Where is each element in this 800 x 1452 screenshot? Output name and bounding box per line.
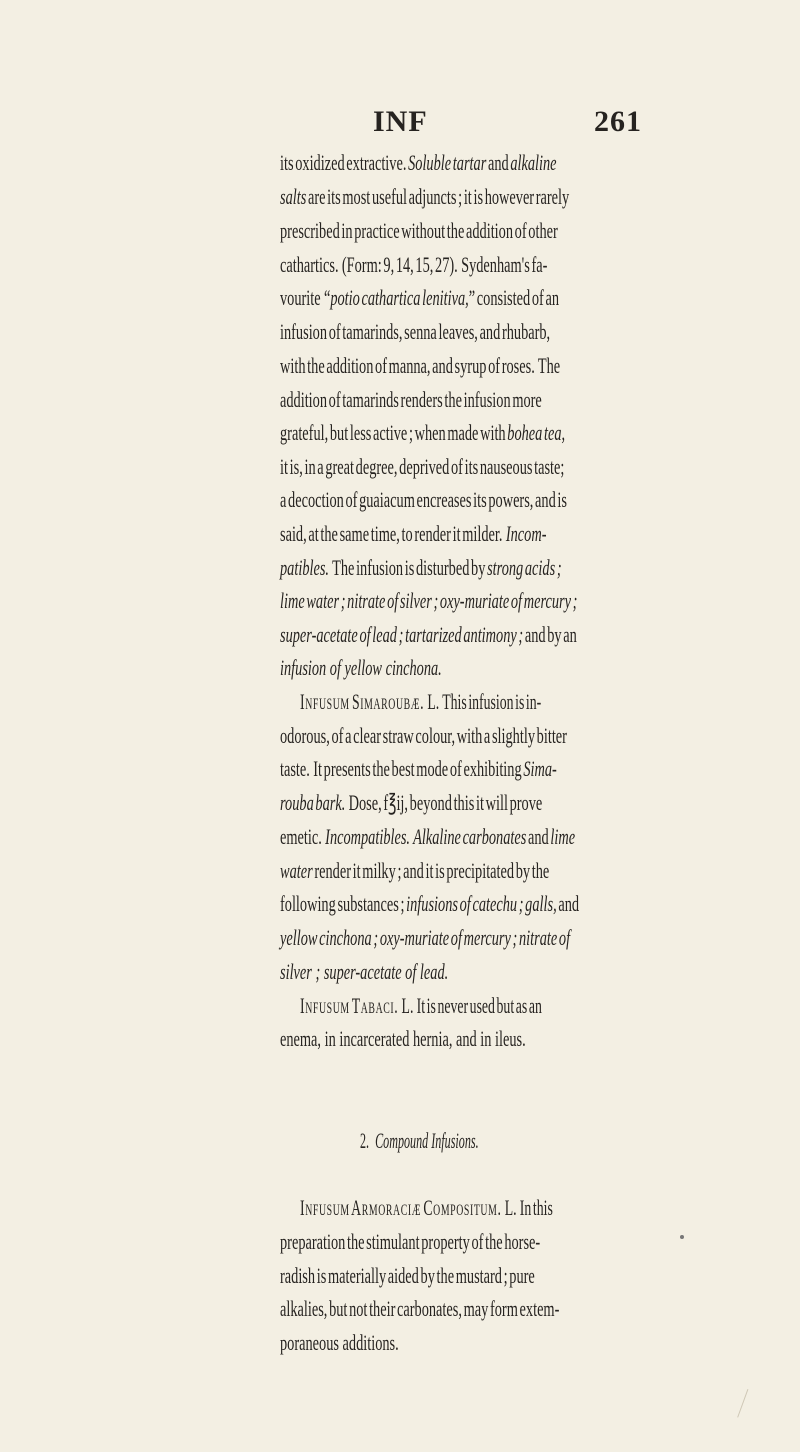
running-title: INF xyxy=(373,105,428,138)
text-run: odorous, of a clear straw colour, with a slightly bitter xyxy=(280,723,567,748)
text-run: patibles. xyxy=(280,555,330,580)
text-run: and xyxy=(526,824,551,849)
text-run: following substances ; xyxy=(280,891,407,916)
text-line xyxy=(300,1192,790,1224)
text-line xyxy=(280,652,790,684)
text-line xyxy=(280,585,790,617)
text-run: alkaline xyxy=(510,150,557,175)
text-line xyxy=(280,249,790,281)
text-line xyxy=(280,384,790,416)
text-run: poraneous additions. xyxy=(280,1330,399,1355)
text-line xyxy=(280,451,790,483)
text-line xyxy=(280,888,790,920)
text-run: Incompatibles. Alkaline carbonates xyxy=(325,824,527,849)
text-run: prescribed in practice without the addition of other xyxy=(280,218,558,243)
text-run: cathartics. (Form: 9, 14, 15, 27). Sydenham's fa- xyxy=(280,252,548,277)
text-line xyxy=(280,1023,790,1055)
text-line xyxy=(280,821,790,853)
text-run: bohea tea, xyxy=(507,420,566,445)
text-run: ” consisted of an xyxy=(468,285,560,310)
text-line xyxy=(300,686,790,718)
text-run: rouba bark. xyxy=(280,790,346,815)
text-run: Compound Infusions. xyxy=(375,1128,479,1153)
text-run: taste. It presents the best mode of exhibiting xyxy=(280,756,524,781)
text-line xyxy=(280,619,790,651)
text-line xyxy=(280,518,790,550)
text-run: render it milky ; and it is precipitated by the xyxy=(312,858,550,883)
text-line xyxy=(300,990,790,1022)
text-run: strong acids ; xyxy=(487,555,562,580)
text-line xyxy=(280,1260,790,1292)
text-run: L. It is never used but as an xyxy=(398,993,542,1018)
text-line xyxy=(280,1327,790,1359)
text-line xyxy=(280,215,790,247)
text-run: The infusion is disturbed by xyxy=(329,555,488,580)
text-line xyxy=(280,956,790,988)
text-run: L. This infusion is in- xyxy=(424,689,542,714)
text-run: lime water ; nitrate of silver ; oxy-muriate of mercury ; xyxy=(280,588,578,613)
text-run: are its most useful adjuncts ; it is however rarely xyxy=(306,184,570,209)
text-run: alkalies, but not their carbonates, may form extem- xyxy=(280,1296,560,1321)
text-run: radish is materially aided by the mustard ; pure xyxy=(280,1263,535,1288)
text-run: Soluble tartar xyxy=(408,150,487,175)
text-line xyxy=(280,787,790,819)
text-line xyxy=(280,1226,790,1258)
text-line xyxy=(280,147,790,179)
text-line xyxy=(280,282,790,314)
page-edge-mark xyxy=(737,1389,758,1421)
text-run: said, at the same time, to render it milder. xyxy=(280,521,506,546)
ink-speck xyxy=(680,1235,684,1239)
text-run: Infusum Simaroubæ. xyxy=(300,689,425,714)
text-line xyxy=(280,922,790,954)
text-line xyxy=(280,316,790,348)
text-run: lime xyxy=(550,824,576,849)
section-heading xyxy=(360,1125,790,1157)
text-run: grateful, but less active ; when made with xyxy=(280,420,508,445)
text-run: infusion of tamarinds, senna leaves, and rhubarb, xyxy=(280,319,551,344)
text-line xyxy=(280,1293,790,1325)
text-run: and by an xyxy=(523,622,577,647)
text-run: Infusum Tabaci. xyxy=(300,993,399,1018)
text-run: enema, in incarcerated hernia, and in ileus. xyxy=(280,1026,526,1051)
text-line xyxy=(280,417,790,449)
text-run: and xyxy=(486,150,511,175)
text-line xyxy=(280,552,790,584)
text-line xyxy=(280,484,790,516)
text-line xyxy=(280,181,790,213)
text-run: Incom- xyxy=(505,521,547,546)
text-run: it is, in a great degree, deprived of its nauseous taste; xyxy=(280,454,565,479)
text-run: infusion of yellow cinchona. xyxy=(280,655,442,680)
text-run: L. In this xyxy=(501,1195,553,1220)
text-run: yellow cinchona ; oxy-muriate of mercury ; nitrate of xyxy=(280,925,571,950)
text-run: silver ; super-acetate of lead. xyxy=(280,959,449,984)
text-run: Dose, f℥ij, beyond this it will prove xyxy=(345,790,543,815)
running-header xyxy=(0,105,800,145)
text-line xyxy=(280,855,790,887)
text-run: emetic. xyxy=(280,824,326,849)
text-run: potio cathartica lenitiva, xyxy=(330,285,469,310)
text-run: infusions of catechu ; galls, xyxy=(406,891,557,916)
text-run: water xyxy=(280,858,313,883)
text-line xyxy=(280,753,790,785)
text-run: salts xyxy=(280,184,307,209)
text-run: preparation the stimulant property of the horse- xyxy=(280,1229,541,1254)
text-run: with the addition of manna, and syrup of roses. The xyxy=(280,353,561,378)
text-run: 2. xyxy=(360,1128,376,1153)
text-run: vourite “ xyxy=(280,285,331,310)
text-run: super-acetate of lead ; tartarized antimony ; xyxy=(280,622,524,647)
text-run: Infusum Armoraciæ Compositum. xyxy=(300,1195,502,1220)
text-line xyxy=(280,350,790,382)
text-run: a decoction of guaiacum encreases its powers, and is xyxy=(280,487,568,512)
text-run: and xyxy=(556,891,580,916)
text-run: addition of tamarinds renders the infusion more xyxy=(280,387,542,412)
page-number: 261 xyxy=(594,105,642,138)
text-line xyxy=(280,720,790,752)
text-run: Sima- xyxy=(523,756,557,781)
text-run: its oxidized extractive. xyxy=(280,150,409,175)
